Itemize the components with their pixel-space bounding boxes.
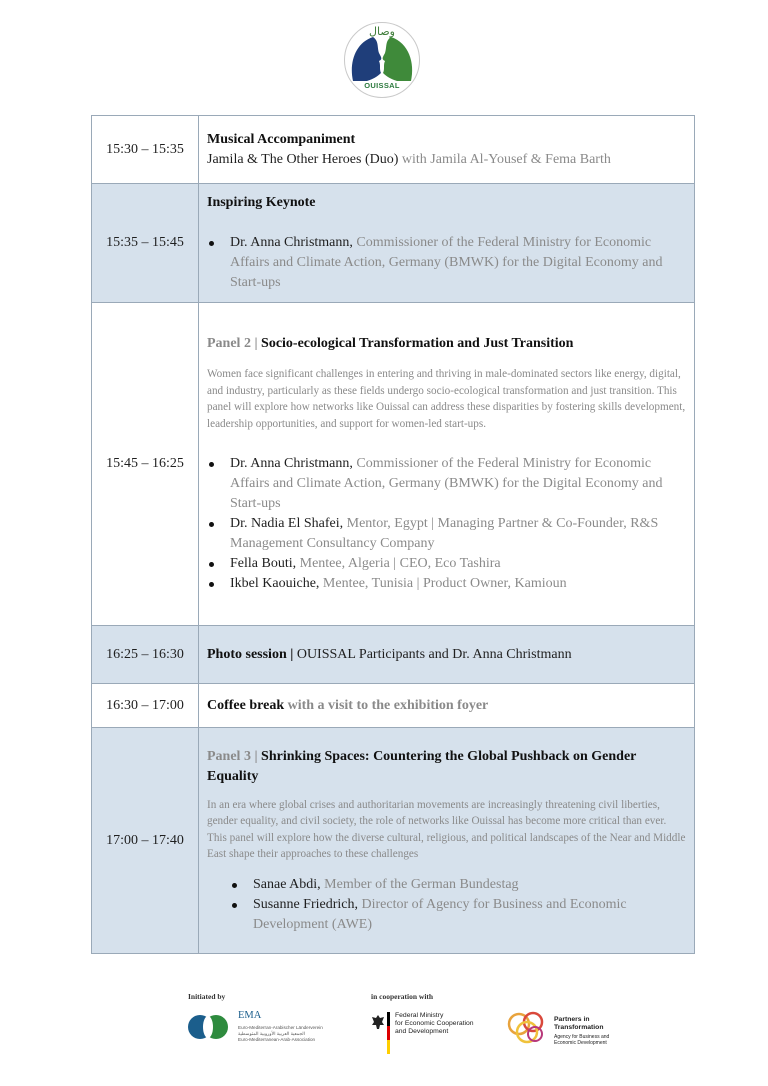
- row-detail: OUISSAL Participants and Dr. Anna Christmann: [293, 646, 572, 662]
- row-title-line: [207, 747, 686, 787]
- ema-line-1: Euro-Mediterran-Arabischer Länderverein: [238, 1025, 323, 1030]
- agenda-table: [91, 115, 695, 954]
- german-flag-icon: [387, 1012, 390, 1054]
- speaker-role: Commissioner of the Federal Ministry for Economic Affairs and Climate Action, Germany (BMWK) for the Digital Economy and Start-ups: [230, 235, 663, 290]
- logo-circle: [344, 22, 420, 98]
- ema-logo-icon: [186, 1012, 232, 1042]
- row-title: Shrinking Spaces: Countering the Global Pushback on Gender Equality: [207, 748, 637, 784]
- ouissal-logo: [344, 22, 420, 98]
- pit-line-3: Agency for Business and: [554, 1034, 610, 1040]
- agenda-row: [92, 728, 695, 954]
- row-title: Photo session |: [207, 646, 294, 662]
- agenda-row: [92, 116, 695, 184]
- speaker-name: Dr. Nadia El Shafei,: [230, 516, 344, 531]
- row-content: [199, 626, 695, 684]
- pit-line-4: Economic Development: [554, 1040, 607, 1046]
- speaker-list: [207, 233, 686, 293]
- row-content: [199, 728, 695, 954]
- pit-line-2: Transformation: [554, 1024, 604, 1031]
- speaker-item: [207, 574, 686, 594]
- ema-line-2: الجمعية العربية الأوروبية المتوسطية: [238, 1031, 305, 1036]
- logo-name: OUISSAL: [364, 81, 400, 90]
- panel-label: Panel 2 |: [207, 336, 258, 351]
- row-title: Coffee break: [207, 697, 285, 713]
- performer-text: Jamila & The Other Heroes (Duo): [207, 151, 399, 167]
- panel-description: Women face significant challenges in entering and thriving in male-dominated sectors like energy, digital, and industry, particularly as these fields undergo socio-ecological transformation and just transition. This panel will explore how networks like Ouissal can address these disparities by fostering skills development, leadership opportunities, and support for women-led start-ups.: [207, 368, 686, 430]
- speaker-name: Dr. Anna Christmann,: [230, 235, 353, 250]
- agenda-row: [92, 626, 695, 684]
- speaker-role: Commissioner of the Federal Ministry for Economic Affairs and Climate Action, Germany (BMWK) for the Digital Economy and Start-ups: [230, 456, 663, 511]
- row-time: 16:25 – 16:30: [92, 626, 199, 684]
- panel-label: Panel 3 |: [207, 748, 258, 764]
- row-content: [199, 184, 695, 303]
- row-content: [199, 684, 695, 728]
- bmz-name: [395, 1012, 474, 1036]
- footer: [0, 990, 768, 1080]
- row-title: Inspiring Keynote: [207, 195, 316, 210]
- speaker-role: Mentee, Algeria | CEO, Eco Tashira: [296, 556, 501, 571]
- ema-line-3: Euro-Mediterranean-Arab-Association: [238, 1037, 316, 1042]
- row-content: [199, 116, 695, 184]
- panel-description: In an era where global crises and authoritarian movements are increasingly threatening civil liberties, gender equality, and civil society, the role of networks like Ouissal has become more critical than ever. This panel will explore how the diverse cultural, religious, and political landscapes of the Near and Middle East shape their approaches to these challenges: [207, 798, 686, 860]
- initiated-by-label: Initiated by: [188, 992, 226, 1001]
- performer-with-text: with Jamila Al-Yousef & Fema Barth: [398, 151, 611, 167]
- agenda-row: [92, 184, 695, 303]
- pit-line-1: Partners in: [554, 1016, 590, 1023]
- speaker-item: [207, 875, 686, 895]
- eagle-icon: [371, 1014, 385, 1030]
- partners-in-transformation-icon: [505, 1010, 549, 1046]
- cooperation-label: in cooperation with: [371, 992, 434, 1001]
- speaker-list: [207, 875, 686, 935]
- speaker-name: Sanae Abdi,: [253, 876, 321, 892]
- row-detail: [207, 150, 686, 170]
- row-title-line: [207, 334, 686, 354]
- speaker-role: Member of the German Bundestag: [320, 876, 519, 892]
- row-time: 15:45 – 16:25: [92, 303, 199, 626]
- row-detail: with a visit to the exhibition foyer: [284, 697, 489, 713]
- row-time: 15:35 – 15:45: [92, 184, 199, 303]
- speaker-role: Mentee, Tunisia | Product Owner, Kamioun: [319, 576, 567, 591]
- ema-name: EMA: [238, 1010, 262, 1021]
- row-time: 16:30 – 17:00: [92, 684, 199, 728]
- speaker-item: [207, 514, 686, 554]
- speaker-item: [207, 454, 686, 514]
- speaker-item: [207, 554, 686, 574]
- speaker-role: Mentor, Egypt | Managing Partner & Co-Founder, R&S Management Consultancy Company: [230, 516, 659, 551]
- speaker-list: [207, 454, 686, 594]
- row-time: 15:30 – 15:35: [92, 116, 199, 184]
- bmz-line-1: Federal Ministry: [395, 1012, 444, 1019]
- speaker-name: Dr. Anna Christmann,: [230, 456, 353, 471]
- speaker-name: Susanne Friedrich,: [253, 896, 358, 912]
- agenda-row: [92, 684, 695, 728]
- speaker-item: [207, 895, 686, 935]
- speaker-item: [207, 233, 686, 293]
- bmz-line-2: for Economic Cooperation: [395, 1020, 474, 1027]
- row-content: [199, 303, 695, 626]
- row-title: Musical Accompaniment: [207, 131, 356, 147]
- speaker-role: Director of Agency for Business and Economic Development (AWE): [253, 896, 627, 932]
- row-title: Socio-ecological Transformation and Just Transition: [261, 336, 574, 351]
- bmz-line-3: and Development: [395, 1028, 449, 1035]
- speaker-name: Fella Bouti,: [230, 556, 297, 571]
- row-time: 17:00 – 17:40: [92, 728, 199, 954]
- agenda-row: [92, 303, 695, 626]
- speaker-name: Ikbel Kaouiche,: [230, 576, 320, 591]
- logo-arabic-text: وصال: [369, 25, 395, 38]
